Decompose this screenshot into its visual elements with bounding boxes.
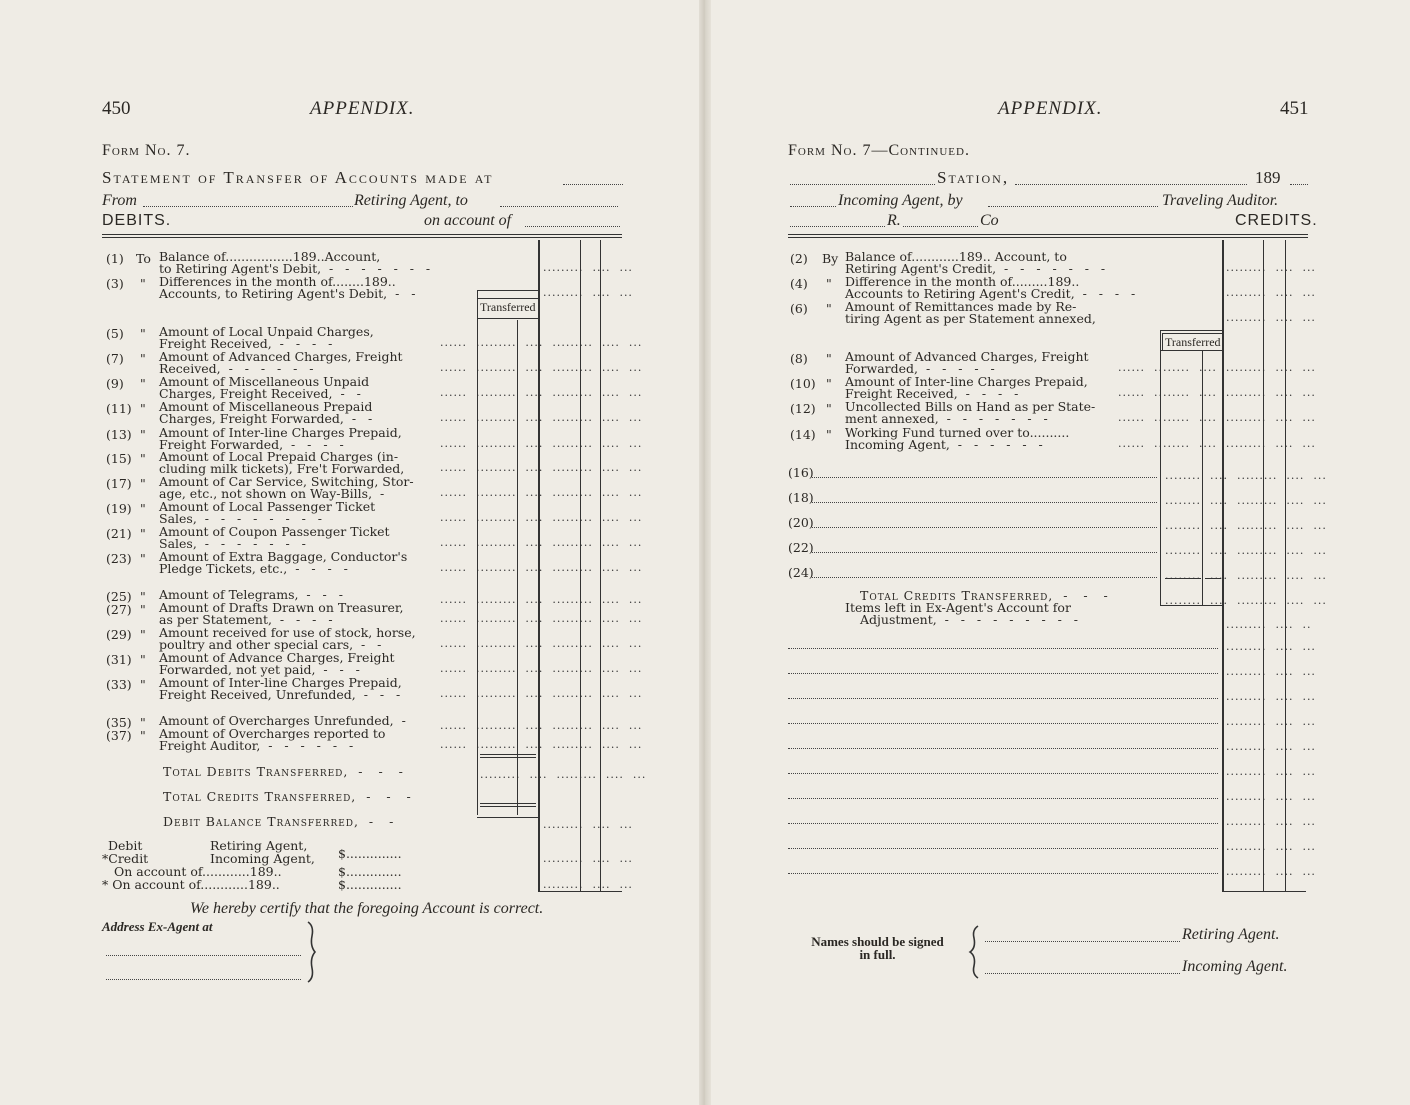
left-row-cells: ......... .... ... — [543, 261, 633, 274]
right-total-cells: ........ .... ......... .... ... — [1165, 594, 1327, 607]
left-row-number: (33) — [106, 677, 132, 692]
right-row-text-1: Amount of Advanced Charges, Freight — [845, 349, 1089, 364]
total-debits-cells: ......... .... ......... .... ... — [480, 768, 647, 781]
left-row-text-1: Amount of Coupon Passenger Ticket — [159, 524, 390, 539]
left-row-number: (11) — [106, 401, 132, 416]
adjustment-line-cells: ......... .... ... — [1226, 740, 1316, 753]
left-row-number: (27) — [106, 602, 132, 617]
left-row-cells: ...... ......... .... ......... .... ... — [440, 536, 643, 549]
right-row-cells: ...... ........ .... ......... .... ... — [1118, 437, 1316, 450]
left-row-text-1: Amount of Car Service, Switching, Stor- — [159, 474, 414, 489]
incoming-agent-signature-line[interactable] — [985, 973, 1180, 974]
station-name-blank — [1015, 184, 1247, 185]
left-row-cells: ...... ......... .... ......... .... ... — [440, 719, 643, 732]
left-row-prefix: " — [140, 501, 146, 516]
right-row-text-2: Forwarded, - - - - - — [845, 361, 995, 376]
total-debits-transferred: Total Debits Transferred, - - - — [163, 764, 404, 779]
left-row-number: (15) — [106, 451, 132, 466]
right-row-text-1: Uncollected Bills on Hand as per State- — [845, 399, 1096, 414]
left-row-text-1: Amount received for use of stock, horse, — [159, 625, 416, 640]
items-left-line-2: Adjustment, - - - - - - - - - — [860, 612, 1079, 627]
left-row-prefix: " — [140, 589, 146, 604]
retiring-agent-signature-line[interactable] — [985, 941, 1180, 942]
left-row-number: (31) — [106, 652, 132, 667]
items-left-cells: ......... .... .. — [1226, 618, 1312, 631]
right-transferred-box-rule — [1160, 350, 1222, 351]
left-row-text-2: Freight Forwarded, - - - - — [159, 437, 344, 452]
left-row-text-1: Amount of Local Prepaid Charges (in- — [159, 449, 399, 464]
incoming-agent-by-blank — [988, 206, 1158, 207]
adjustment-line[interactable] — [788, 773, 1218, 774]
co-blank — [903, 226, 978, 227]
signature-brace — [966, 924, 982, 980]
left-row-text-2: as per Statement, - - - - — [159, 612, 333, 627]
debit-balance-transferred: Debit Balance Transferred, - - — [163, 814, 395, 829]
left-row-number: (37) — [106, 728, 132, 743]
station-label: Station, — [937, 168, 1010, 187]
left-row-cells: ...... ......... .... ......... .... ... — [440, 612, 643, 625]
right-blank-row-number: (20) — [788, 515, 814, 530]
adjustment-line-cells: ......... .... ... — [1226, 815, 1316, 828]
right-blank-row-number: (18) — [788, 490, 814, 505]
left-row-prefix: " — [140, 276, 146, 291]
total-credits-rule-2 — [480, 806, 536, 807]
right-form-number: Form No. 7—Continued. — [788, 142, 970, 159]
footer-incoming: Incoming Agent, — [210, 851, 315, 866]
right-row-number: (2) — [790, 251, 808, 266]
left-row-prefix: " — [140, 376, 146, 391]
left-row-text-2: age, etc., not shown on Way-Bills, - — [159, 486, 385, 501]
right-row-prefix: " — [826, 376, 832, 391]
from-label: From — [102, 192, 137, 209]
left-row-prefix: " — [140, 728, 146, 743]
right-row-number: (4) — [790, 276, 808, 291]
right-row-cells: ......... .... ... — [1226, 261, 1316, 274]
left-row-prefix: " — [140, 326, 146, 341]
address-ex-agent-label: Address Ex-Agent at — [102, 919, 213, 934]
right-blank-row-line[interactable] — [812, 502, 1157, 503]
adjustment-line-cells: ......... .... ... — [1226, 765, 1316, 778]
right-row-text-1: Amount of Remittances made by Re- — [845, 299, 1077, 314]
adjustment-line[interactable] — [788, 823, 1218, 824]
names-signed-line-1: Names should be signed — [811, 934, 944, 949]
left-row-text-2: Pledge Tickets, etc., - - - - — [159, 561, 348, 576]
retiring-agent-to-blank — [500, 206, 618, 207]
right-row-prefix: " — [826, 301, 832, 316]
left-row-number: (3) — [106, 276, 124, 291]
left-row-text-2: Charges, Freight Received, - - — [159, 386, 361, 401]
left-row-number: (5) — [106, 326, 124, 341]
right-row-text-1: Amount of Inter-line Charges Prepaid, — [845, 374, 1088, 389]
left-row-text-1: Amount of Miscellaneous Prepaid — [159, 399, 373, 414]
names-signed-line-2: in full. — [859, 947, 896, 962]
left-row-text-2: Sales, - - - - - - - — [159, 536, 306, 551]
right-table-bottom — [1222, 891, 1306, 892]
left-row-number: (25) — [106, 589, 132, 604]
right-row-text-2: ment annexed, - - - - - - - — [845, 411, 1048, 426]
left-row-number: (1) — [106, 251, 124, 266]
book-gutter — [699, 0, 711, 1105]
adjustment-line[interactable] — [788, 748, 1218, 749]
left-row-text-2: cluding milk tickets), Fre't Forwarded, — [159, 461, 405, 476]
right-blank-row-cells: ........ .... ......... .... ... — [1165, 544, 1327, 557]
footer-on-account-2: * On account of............189.. — [102, 877, 280, 892]
adjustment-line-cells: ......... .... ... — [1226, 665, 1316, 678]
left-row-text-1: Amount of Advanced Charges, Freight — [159, 349, 403, 364]
incoming-agent-by-label: Incoming Agent, by — [838, 192, 963, 209]
left-row-prefix: To — [136, 251, 151, 266]
right-row-text-2: Incoming Agent, - - - - - - — [845, 437, 1043, 452]
left-row-text-1: Amount of Inter-line Charges Prepaid, — [159, 425, 402, 440]
left-row-number: (17) — [106, 476, 132, 491]
debits-label: DEBITS. — [102, 212, 172, 229]
left-row-text-2: Freight Received, Unrefunded, - - - — [159, 687, 401, 702]
left-row-cells: ...... ......... .... ......... .... ... — [440, 662, 643, 675]
items-left-line-1: Items left in Ex-Agent's Account for — [845, 600, 1071, 615]
right-blank-row-number: (22) — [788, 540, 814, 555]
incoming-agent-blank — [790, 206, 836, 207]
left-row-text-1: Amount of Extra Baggage, Conductor's — [159, 549, 408, 564]
left-row-number: (13) — [106, 427, 132, 442]
adjustment-line[interactable] — [788, 673, 1218, 674]
left-row-prefix: " — [140, 526, 146, 541]
right-row-text-1: Balance of............189.. Account, to — [845, 249, 1067, 264]
debit-balance-cells: ......... .... ... — [543, 818, 633, 831]
left-row-cells: ...... ......... .... ......... .... ... — [440, 461, 643, 474]
left-row-number: (21) — [106, 526, 132, 541]
made-at-blank — [563, 184, 623, 185]
right-blank-row-number: (24) — [788, 565, 814, 580]
left-row-prefix: " — [140, 652, 146, 667]
right-row-number: (10) — [790, 376, 816, 391]
left-row-text-2: Received, - - - - - - — [159, 361, 314, 376]
left-row-text-2: Forwarded, not yet paid, - - - — [159, 662, 360, 677]
right-blank-row-cells: ........ .... ......... .... ... — [1165, 569, 1327, 582]
on-account-of-label: on account of — [424, 212, 512, 229]
left-row-text-2: Charges, Freight Forwarded, - - — [159, 411, 373, 426]
left-row-cells: ...... ......... .... ......... .... ... — [440, 738, 643, 751]
transferred-box-rule — [477, 318, 538, 319]
left-row-cells: ...... ......... .... ......... .... ... — [440, 336, 643, 349]
year-label: 189 — [1255, 168, 1281, 187]
left-row-prefix: " — [140, 677, 146, 692]
right-transferred-box-top — [1160, 330, 1222, 331]
left-header-rule — [102, 234, 622, 238]
left-row-number: (35) — [106, 715, 132, 730]
left-row-number: (29) — [106, 627, 132, 642]
left-row-text-2: to Retiring Agent's Debit, - - - - - - - — [159, 261, 431, 276]
left-row-text-1: Amount of Local Passenger Ticket — [159, 499, 376, 514]
right-row-text-2: Freight Received, - - - - — [845, 386, 1019, 401]
left-row-text-1: Balance of.................189..Account, — [159, 249, 381, 264]
right-transferred-label: Transferred — [1162, 333, 1224, 351]
total-debits-rule-2 — [480, 757, 536, 758]
incoming-agent-label: Incoming Agent. — [1182, 958, 1288, 975]
right-row-text-2: tiring Agent as per Statement annexed, — [845, 311, 1096, 326]
left-row-prefix: " — [140, 401, 146, 416]
left-row-cells: ...... ......... .... ......... .... ... — [440, 637, 643, 650]
footer-dollar-1: $.............. — [338, 846, 402, 861]
right-total-credits-transferred: Total Credits Transferred, - - - — [860, 588, 1109, 603]
left-row-cells: ...... ......... .... ......... .... ... — [440, 361, 643, 374]
adjustment-line[interactable] — [788, 698, 1218, 699]
footer-credit: *Credit — [102, 851, 149, 866]
adjustment-line-cells: ......... .... ... — [1226, 690, 1316, 703]
adjustment-line-cells: ......... .... ... — [1226, 640, 1316, 653]
left-row-text-1: Amount of Local Unpaid Charges, — [159, 324, 374, 339]
footer-retiring: Retiring Agent, — [210, 838, 308, 853]
from-blank — [143, 206, 353, 207]
left-row-number: (9) — [106, 376, 124, 391]
right-row-cells: ......... .... ... — [1226, 311, 1316, 324]
on-account-of-blank — [525, 226, 620, 227]
footer-debit: Debit — [108, 838, 143, 853]
right-row-number: (14) — [790, 427, 816, 442]
left-row-prefix: " — [140, 351, 146, 366]
right-row-prefix: " — [826, 401, 832, 416]
right-row-text-2: Retiring Agent's Credit, - - - - - - - — [845, 261, 1106, 276]
co-label: Co — [980, 212, 999, 229]
transferred-box-top — [477, 290, 538, 291]
retiring-agent-to-label: Retiring Agent, to — [354, 192, 468, 209]
credits-label: CREDITS. — [1235, 212, 1318, 229]
right-blank-row-line[interactable] — [812, 477, 1157, 478]
r-blank — [790, 226, 885, 227]
adjustment-line-cells: ......... .... ... — [1226, 790, 1316, 803]
left-row-text-1: Amount of Overcharges reported to — [159, 726, 386, 741]
year-blank — [1290, 184, 1308, 185]
station-blank — [790, 184, 935, 185]
address-blank-1 — [106, 955, 301, 956]
left-row-prefix: " — [140, 451, 146, 466]
right-page-number: 451 — [1280, 98, 1309, 119]
left-row-text-2: Freight Received, - - - - — [159, 336, 333, 351]
adjustment-line[interactable] — [788, 848, 1218, 849]
right-row-number: (6) — [790, 301, 808, 316]
right-row-text-2: Accounts to Retiring Agent's Credit, - - - - — [845, 286, 1136, 301]
left-row-text-1: Amount of Drafts Drawn on Treasurer, — [159, 600, 404, 615]
left-row-text-2: Accounts, to Retiring Agent's Debit, - - — [159, 286, 416, 301]
adjustment-line-cells: ......... .... ... — [1226, 865, 1316, 878]
adjustment-line-cells: ......... .... ... — [1226, 840, 1316, 853]
adjustment-line[interactable] — [788, 798, 1218, 799]
total-debits-rule-1 — [480, 754, 536, 755]
left-row-cells: ...... ......... .... ......... .... ... — [440, 511, 643, 524]
left-row-prefix: " — [140, 602, 146, 617]
left-row-prefix: " — [140, 627, 146, 642]
right-row-text-1: Working Fund turned over to.......... — [845, 425, 1070, 440]
total-credits-transferred: Total Credits Transferred, - - - — [163, 789, 412, 804]
right-row-cells: ......... .... ... — [1226, 286, 1316, 299]
right-row-cells: ...... ........ .... ......... .... ... — [1118, 386, 1316, 399]
left-transferred-label: Transferred — [477, 298, 539, 316]
left-row-cells: ......... .... ... — [543, 286, 633, 299]
footer-dollar-2: $.............. — [338, 864, 402, 879]
address-brace — [304, 920, 320, 984]
left-row-cells: ...... ......... .... ......... .... ... — [440, 687, 643, 700]
left-form-title: Statement of Transfer of Accounts made at — [102, 168, 494, 187]
adjustment-line[interactable] — [788, 873, 1218, 874]
r-label: R. — [887, 212, 901, 229]
right-blank-row-number: (16) — [788, 465, 814, 480]
footer-dollar-3: $.............. — [338, 877, 402, 892]
certify-statement: We hereby certify that the foregoing Account is correct. — [190, 900, 544, 917]
left-running-head: APPENDIX. — [310, 98, 415, 119]
right-row-text-1: Difference in the month of.........189.. — [845, 274, 1080, 289]
left-row-cells: ...... ......... .... ......... .... ... — [440, 386, 643, 399]
left-row-cells: ...... ......... .... ......... .... ... — [440, 593, 643, 606]
left-row-text-2: Freight Auditor, - - - - - - — [159, 738, 354, 753]
left-row-prefix: " — [140, 715, 146, 730]
footer-on-account-1: On account of............189.. — [114, 864, 282, 879]
right-blank-row-cells: ........ .... ......... .... ... — [1165, 469, 1327, 482]
total-credits-rule-1 — [480, 803, 536, 804]
left-row-cells: ...... ......... .... ......... .... ... — [440, 561, 643, 574]
right-row-cells: ...... ........ .... ......... .... ... — [1118, 361, 1316, 374]
adjustment-line[interactable] — [788, 723, 1218, 724]
right-row-number: (12) — [790, 401, 816, 416]
left-row-text-2: Sales, - - - - - - - - — [159, 511, 322, 526]
right-blank-row-line[interactable] — [812, 527, 1157, 528]
retiring-agent-label: Retiring Agent. — [1182, 926, 1280, 943]
right-running-head: APPENDIX. — [998, 98, 1103, 119]
left-row-cells: ...... ......... .... ......... .... ... — [440, 411, 643, 424]
debit-balance-rule — [477, 817, 538, 818]
right-header-rule — [788, 234, 1308, 238]
right-blank-row-line[interactable] — [812, 577, 1157, 578]
right-row-prefix: " — [826, 276, 832, 291]
left-row-text-1: Amount of Inter-line Charges Prepaid, — [159, 675, 402, 690]
adjustment-line[interactable] — [788, 648, 1218, 649]
address-blank-2 — [106, 979, 301, 980]
left-row-text-1: Amount of Advance Charges, Freight — [159, 650, 395, 665]
left-row-cells: ...... ......... .... ......... .... ... — [440, 437, 643, 450]
left-row-text-1: Amount of Telegrams, - - - — [159, 587, 343, 602]
right-blank-row-cells: ........ .... ......... .... ... — [1165, 519, 1327, 532]
right-blank-row-line[interactable] — [812, 552, 1157, 553]
left-row-prefix: " — [140, 476, 146, 491]
right-row-prefix: " — [826, 427, 832, 442]
right-row-cells: ...... ........ .... ......... .... ... — [1118, 411, 1316, 424]
footer-cells-2: ......... .... ... — [543, 878, 633, 891]
left-table-bottom — [538, 891, 622, 892]
left-row-prefix: " — [140, 427, 146, 442]
left-row-text-1: Amount of Overcharges Unrefunded, - — [159, 713, 406, 728]
left-row-number: (7) — [106, 351, 124, 366]
footer-cells-1: ......... .... ... — [543, 852, 633, 865]
adjustment-line-cells: ......... .... ... — [1226, 715, 1316, 728]
left-row-text-1: Differences in the month of........189.. — [159, 274, 396, 289]
left-row-number: (23) — [106, 551, 132, 566]
left-row-text-1: Amount of Miscellaneous Unpaid — [159, 374, 370, 389]
right-row-number: (8) — [790, 351, 808, 366]
left-row-cells: ...... ......... .... ......... .... ... — [440, 486, 643, 499]
left-row-number: (19) — [106, 501, 132, 516]
right-row-prefix: " — [826, 351, 832, 366]
names-signed-label — [785, 935, 970, 961]
traveling-auditor-label: Traveling Auditor. — [1162, 192, 1279, 209]
right-row-prefix: By — [822, 251, 839, 266]
left-form-number: Form No. 7. — [102, 142, 191, 159]
right-blank-row-cells: ........ .... ......... .... ... — [1165, 494, 1327, 507]
left-page-number: 450 — [102, 98, 131, 119]
left-row-text-2: poultry and other special cars, - - — [159, 637, 382, 652]
left-row-prefix: " — [140, 551, 146, 566]
